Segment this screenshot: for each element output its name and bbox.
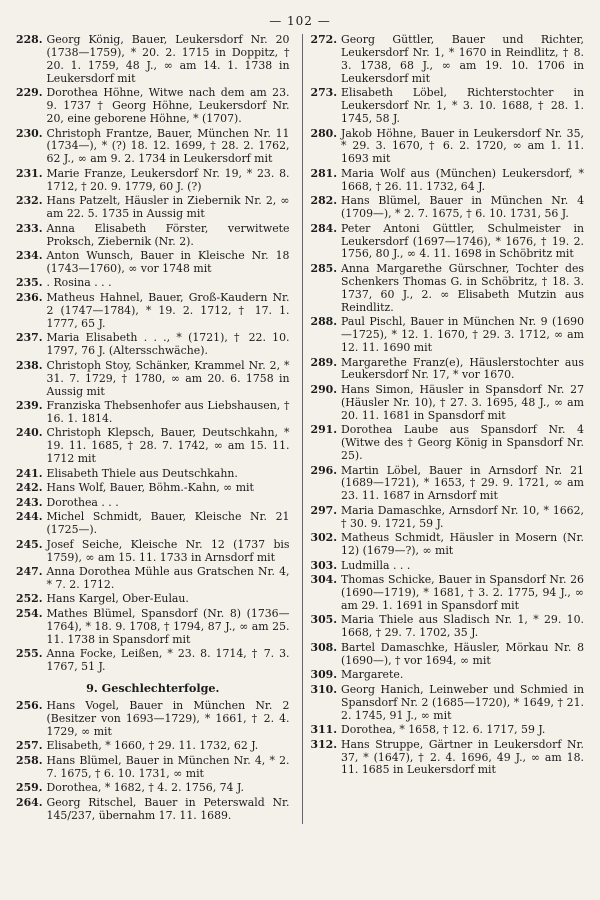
entry-text: Georg König, Bauer, Leukersdorf Nr. 20 (1738—1759), * 20. 2. 1715 in Doppitz, † 20. 1. 1759, 48 J., ∞ am 14. 1. 1738 in Leukersdorf mit [46,33,290,85]
entry-text: Christoph Klepsch, Bauer, Deutschkahn, * 19. 11. 1685, † 28. 7. 1742, ∞ am 15. 11. 1712 mit [46,426,290,466]
entry-number: 285. [310,261,338,275]
entry-text: Peter Antoni Güttler, Schulmeister in Leukersdorf (1697—1746), * 1676, † 19. 2. 1756, 80 J., ∞ 4. 11. 1698 in Schöbritz mit [341,221,584,261]
genealogy-entry [16,782,290,795]
entry-text: Hans Vogel, Bauer in München Nr. 2 (Besitzer von 1693—1729), * 1661, † 2. 4. 1729, ∞ mit [46,699,290,738]
genealogy-entry [311,684,585,723]
entry-text: Dorothea . . . [46,495,119,509]
entry-number: 254. [16,606,43,620]
entry-number: 256. [16,699,43,713]
entry-text: Matheus Schmidt, Häusler in Mosern (Nr. 12) (1679—?), ∞ mit [341,531,584,558]
entry-number: 302. [310,531,338,545]
genealogy-entry [311,560,585,573]
genealogy-entry [311,642,585,668]
entry-number: 247. [16,565,43,579]
genealogy-entry [311,724,585,737]
genealogy-entry [311,316,585,355]
genealogy-entry [311,168,585,194]
genealogy-entry [311,739,585,778]
entry-text: Georg Hanich, Leinweber und Schmied in Spansdorf Nr. 2 (1685—1720), * 1649, † 21. 2. 1745, 91 J., ∞ mit [341,682,584,722]
genealogy-entry [16,195,290,221]
right-column [302,34,585,824]
entry-text: Hans Kargel, Ober-Eulau. [46,592,189,606]
entry-text: Michel Schmidt, Bauer, Kleische Nr. 21 (1725—). [46,510,290,537]
entry-text: Ludmilla . . . [341,558,411,572]
genealogy-entry [311,614,585,640]
entry-number: 296. [310,463,338,477]
entry-number: 284. [310,221,338,235]
genealogy-entry [311,195,585,221]
entry-number: 238. [16,358,43,372]
entry-number: 230. [16,126,43,140]
genealogy-entry [16,497,290,510]
genealogy-entry [16,250,290,276]
genealogy-entry [16,128,290,167]
entry-number: 304. [310,573,338,587]
entry-text: Maria Damaschke, Arnsdorf Nr. 10, * 1662, † 30. 9. 1721, 59 J. [341,503,584,530]
entry-text: Maria Wolf aus (München) Leukersdorf, * 1668, † 26. 11. 1732, 64 J. [341,166,584,193]
entry-text: Dorothea, * 1658, † 12. 6. 1717, 59 J. [341,723,546,737]
genealogy-entry [16,400,290,426]
entry-text: Maria Thiele aus Sladisch Nr. 1, * 29. 10. 1668, † 29. 7. 1702, 35 J. [341,613,584,640]
entry-text: Dorothea, * 1682, † 4. 2. 1756, 74 J. [46,781,244,795]
entry-number: 280. [310,126,338,140]
entry-text: Hans Wolf, Bauer, Böhm.-Kahn, ∞ mit [46,481,254,495]
entry-number: 264. [16,795,43,809]
entry-number: 297. [310,503,338,517]
entry-number: 233. [16,221,43,235]
entry-number: 281. [310,166,338,180]
genealogy-entry [311,574,585,613]
entry-text: Christoph Stoy, Schänker, Krammel Nr. 2, * 31. 7. 1729, † 1780, ∞ am 20. 6. 1758 in Aussig mit [46,358,290,398]
genealogy-entry [16,482,290,495]
genealogy-entry [311,532,585,558]
genealogy-entry [16,223,290,249]
genealogy-entry [311,34,585,86]
entry-number: 290. [310,382,338,396]
entry-text: Franziska Thebsenhofer aus Liebshausen, † 16. 1. 1814. [46,399,290,425]
genealogy-entry [311,465,585,504]
columns [16,34,584,824]
entry-text: Georg Ritschel, Bauer in Peterswald Nr. 145/237, übernahm 17. 11. 1689. [46,795,290,822]
genealogy-entry [16,797,290,823]
entry-number: 288. [310,315,338,329]
entry-text: Josef Seiche, Kleische Nr. 12 (1737 bis 1759), ∞ am 15. 11. 1733 in Arnsdorf mit [46,537,290,564]
entry-number: 255. [16,647,43,661]
entry-number: 310. [310,682,338,696]
left-column [16,34,290,824]
entry-number: 228. [16,33,43,46]
entry-number: 237. [16,331,43,345]
entry-text: Mathes Blümel, Spansdorf (Nr. 8) (1736—1764), * 18. 9. 1708, † 1794, 87 J., ∞ am 25. 11. 1738 in Spansdorf mit [46,606,290,646]
genealogy-entry [16,566,290,592]
entry-text: Paul Pischl, Bauer in München Nr. 9 (1690—1725), * 12. 1. 1670, † 29. 3. 1712, ∞ am 12. 11. 1690 mit [341,315,584,354]
genealogy-entry [16,427,290,466]
genealogy-entry [16,700,290,739]
genealogy-entry [16,755,290,781]
entry-number: 282. [310,194,338,208]
entry-number: 259. [16,781,43,795]
entry-text: Hans Blümel, Bauer in München Nr. 4 (1709—), * 2. 7. 1675, † 6. 10. 1731, 56 J. [341,194,584,221]
genealogy-entry [16,87,290,126]
entry-text: Dorothea Höhne, Witwe nach dem am 23. 9. 1737 † Georg Höhne, Leukersdorf Nr. 20, eine geborene Höhne, * (1707). [46,86,290,126]
entry-number: 308. [310,640,338,654]
entry-text: Anna Dorothea Mühle aus Gratschen Nr. 4, * 7. 2. 1712. [46,565,290,591]
genealogy-entry [16,277,290,290]
entry-number: 245. [16,537,43,551]
genealogy-entry [311,357,585,383]
entry-text: Hans Patzelt, Häusler in Ziebernik Nr. 2, ∞ am 22. 5. 1735 in Aussig mit [46,194,290,221]
entry-number: 252. [16,592,43,606]
entry-list-right [311,34,585,777]
genealogy-entry [16,468,290,481]
genealogy-entry [16,168,290,194]
genealogy-entry [16,593,290,606]
entry-text: Anna Focke, Leißen, * 23. 8. 1714, † 7. 3. 1767, 51 J. [46,647,290,674]
entry-number: 312. [310,737,338,751]
genealogy-entry [16,608,290,647]
entry-text: Thomas Schicke, Bauer in Spansdorf Nr. 26 (1690—1719), * 1681, † 3. 2. 1775, 94 J., ∞ am 29. 1. 1691 in Spansdorf mit [341,573,584,612]
entry-number: 257. [16,739,43,753]
entry-number: 243. [16,495,43,509]
entry-text: Elisabeth Thiele aus Deutschkahn. [46,466,238,480]
genealogy-entry [311,263,585,315]
entry-text: Bartel Damaschke, Häusler, Mörkau Nr. 8 (1690—), † vor 1694, ∞ mit [341,640,584,667]
entry-number: 232. [16,194,43,208]
entry-number: 229. [16,86,43,100]
entry-text: Martin Löbel, Bauer in Arnsdorf Nr. 21 (1689—1721), * 1653, † 29. 9. 1721, ∞ am 23. 11. 1687 in Arnsdorf mit [341,463,584,503]
entry-text: Anton Wunsch, Bauer in Kleische Nr. 18 (1743—1760), ∞ vor 1748 mit [46,249,290,275]
entry-number: 239. [16,399,43,412]
entry-number: 291. [310,423,338,437]
entry-number: 305. [310,613,338,627]
entry-number: 258. [16,753,43,767]
generation-heading: 9. Geschlechterfolge. [86,681,220,696]
genealogy-entry [311,505,585,531]
entry-text: . Rosina . . . [46,276,112,290]
entry-text: Margarete. [341,668,404,682]
entry-text: Dorothea Laube aus Spansdorf Nr. 4 (Witwe des † Georg König in Spansdorf Nr. 25). [341,423,584,463]
entry-number: 311. [310,723,338,737]
genealogy-entry [16,332,290,358]
entry-number: 236. [16,290,43,304]
genealogy-entry [311,424,585,463]
entry-number: 241. [16,466,43,480]
page-number: — 102 — [269,14,331,28]
genealogy-entry [16,360,290,399]
genealogy-entry [16,511,290,537]
entry-text: Elisabeth, * 1660, † 29. 11. 1732, 62 J. [46,739,259,753]
entry-text: Elisabeth Löbel, Richterstochter in Leukersdorf Nr. 1, * 3. 10. 1688, † 28. 1. 1745, 58 J. [341,86,584,126]
entry-number: 240. [16,426,43,440]
entry-number: 303. [310,558,338,572]
entry-text: Hans Struppe, Gärtner in Leukersdorf Nr. 37, * (1647), † 2. 4. 1696, 49 J., ∞ am 18. 11. 1685 in Leukersdorf mit [341,737,584,777]
entry-number: 289. [310,355,338,369]
genealogy-entry [16,740,290,753]
entry-list-left-generation-9 [16,700,290,823]
entry-text: Anna Margarethe Gürschner, Tochter des Schenkers Thomas G. in Schöbritz, † 18. 3. 1737, 60 J., 2. ∞ Elisabeth Mutzin aus Reindlitz. [341,261,584,314]
genealogy-entry [311,669,585,682]
entry-number: 273. [310,86,338,100]
entry-text: Anna Elisabeth Förster, verwitwete Proksch, Ziebernik (Nr. 2). [46,221,290,248]
entry-text: Marie Franze, Leukersdorf Nr. 19, * 23. 8. 1712, † 20. 9. 1779, 60 J. (?) [46,166,290,193]
entry-number: 235. [16,276,43,290]
entry-text: Maria Elisabeth . . ., * (1721), † 22. 10. 1797, 76 J. (Altersschwäche). [46,331,290,358]
entry-text: Hans Simon, Häusler in Spansdorf Nr. 27 (Häusler Nr. 10), † 27. 3. 1695, 48 J., ∞ am 20. 11. 1681 in Spansdorf mit [341,382,584,422]
entry-number: 231. [16,166,43,180]
genealogy-entry [16,292,290,331]
genealogy-entry [16,34,290,86]
entry-number: 234. [16,249,43,263]
entry-number: 309. [310,668,338,682]
entry-number: 244. [16,510,43,524]
entry-list-left [16,34,290,674]
genealogy-entry [311,384,585,423]
genealogy-entry [311,128,585,167]
entry-text: Hans Blümel, Bauer in München Nr. 4, * 2. 7. 1675, † 6. 10. 1731, ∞ mit [46,753,290,780]
entry-number: 272. [310,33,338,46]
genealogy-entry [311,87,585,126]
entry-number: 242. [16,481,43,495]
genealogy-entry [16,648,290,674]
entry-text: Georg Güttler, Bauer und Richter, Leukersdorf Nr. 1, * 1670 in Reindlitz, † 8. 3. 1738, 68 J., ∞ am 19. 10. 1706 in Leukersdorf mit [341,33,584,85]
genealogy-entry [311,223,585,262]
entry-text: Margarethe Franz(e), Häuslerstochter aus Leukersdorf Nr. 17, * vor 1670. [341,355,584,382]
entry-text: Matheus Hahnel, Bauer, Groß-Kaudern Nr. 2 (1747—1784), * 19. 2. 1712, † 17. 1. 1777, 65 J. [46,290,290,330]
genealogy-entry [16,539,290,565]
entry-text: Christoph Frantze, Bauer, München Nr. 11 (1734—), * (?) 18. 12. 1699, † 28. 2. 1762, 62 J., ∞ am 9. 2. 1734 in Leukersdorf mit [46,126,290,166]
entry-text: Jakob Höhne, Bauer in Leukersdorf Nr. 35, * 29. 3. 1670, † 6. 2. 1720, ∞ am 1. 11. 1693 mit [341,126,584,166]
